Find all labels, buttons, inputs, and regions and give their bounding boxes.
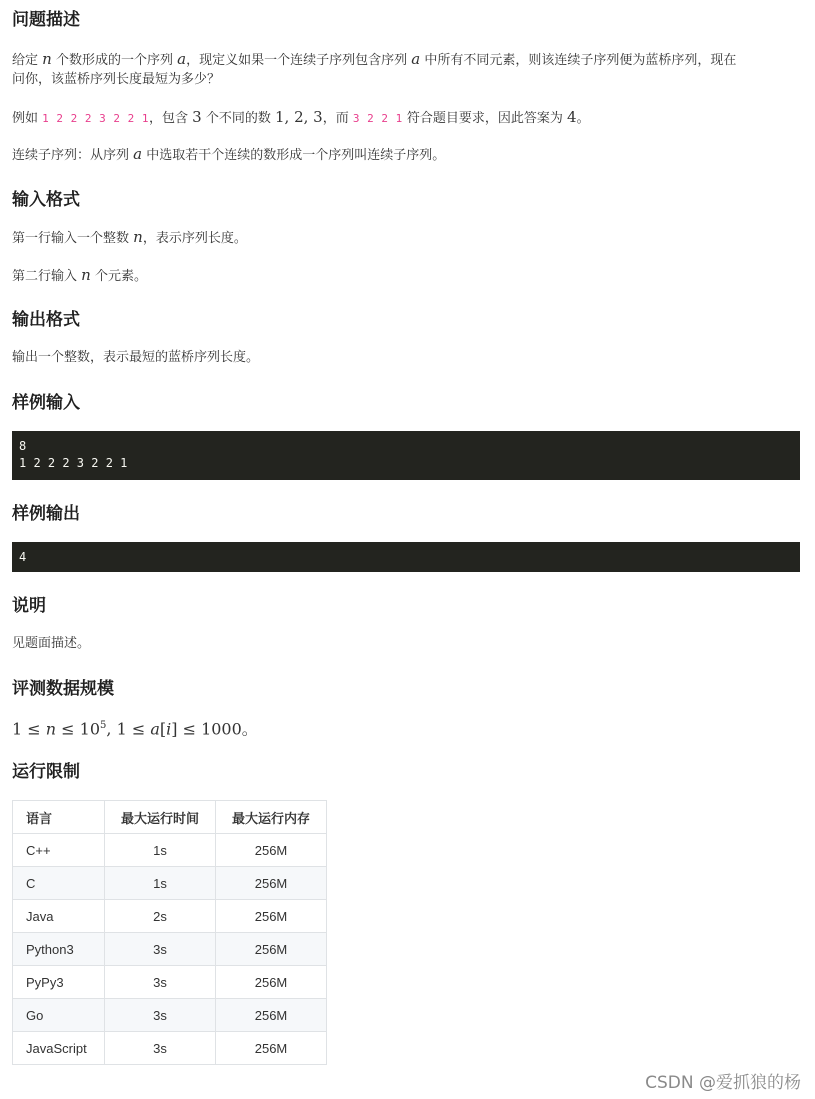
sample-output-code-block[interactable] (12, 542, 800, 572)
problem-paragraph-1-line-2: 问你，该蓝桥序列长度最短为多少？ (12, 72, 221, 87)
problem-title: 问题描述 (12, 10, 80, 30)
cell-language: Python3 (13, 933, 105, 966)
input-format-line-1: 第一行输入一个整数 n，表示序列长度。 (12, 228, 247, 246)
cell-memory: 256M (216, 999, 327, 1032)
table-row (13, 900, 327, 933)
input-format-line-2: 第二行输入 n 个元素。 (12, 266, 147, 284)
inline-code-subsequence: 3 2 2 1 (352, 112, 403, 125)
table-row (13, 966, 327, 999)
output-format-line-1: 输出一个整数，表示最短的蓝桥序列长度。 (12, 350, 260, 365)
explanation-title: 说明 (12, 596, 46, 616)
table-row (13, 999, 327, 1032)
data-scale-title: 评测数据规模 (12, 679, 114, 699)
sample-output-title: 样例输出 (12, 504, 80, 524)
cell-time: 1s (105, 867, 216, 900)
sample-input-code-block[interactable] (12, 431, 800, 480)
cell-language: C (13, 867, 105, 900)
runtime-limits-title: 运行限制 (12, 762, 80, 782)
problem-paragraph-3: 连续子序列：从序列 a 中选取若干个连续的数形成一个序列叫连续子序列。 (12, 145, 446, 163)
header-language: 语言 (13, 801, 105, 834)
inline-code-sequence: 1 2 2 2 3 2 2 1 (42, 112, 149, 125)
csdn-watermark: CSDN @爱抓狼的杨 (645, 1073, 801, 1093)
table-row (13, 933, 327, 966)
sample-input-line-2: 1 2 2 2 3 2 2 1 (19, 456, 128, 470)
cell-language: Go (13, 999, 105, 1032)
output-format-title: 输出格式 (12, 310, 80, 330)
input-format-title: 输入格式 (12, 190, 80, 210)
cell-language: C++ (13, 834, 105, 867)
cell-memory: 256M (216, 867, 327, 900)
table-row (13, 867, 327, 900)
explanation-text: 见题面描述。 (12, 636, 91, 651)
data-scale-formula: $1 \le n \le 10^5$, 1 ≤ a[i] ≤ 1000。 (12, 719, 258, 739)
cell-time: 3s (105, 966, 216, 999)
cell-language: JavaScript (13, 1032, 105, 1065)
cell-language: Java (13, 900, 105, 933)
header-max-memory: 最大运行内存 (216, 801, 327, 834)
cell-memory: 256M (216, 834, 327, 867)
sample-input-line-1: 8 (19, 439, 27, 453)
sample-output-line-1: 4 (19, 550, 27, 564)
problem-paragraph-2: 例如 1 2 2 2 3 2 2 1，包含 3 个不同的数 1, 2, 3，而 3 2 2 1 符合题目要求，因此答案为 4。 (12, 108, 590, 126)
table-row (13, 834, 327, 867)
cell-memory: 256M (216, 933, 327, 966)
cell-language: PyPy3 (13, 966, 105, 999)
cell-memory: 256M (216, 900, 327, 933)
sample-input-title: 样例输入 (12, 393, 80, 413)
runtime-limits-table (12, 800, 327, 1065)
cell-time: 1s (105, 834, 216, 867)
cell-time: 2s (105, 900, 216, 933)
table-header-row (13, 801, 327, 834)
cell-time: 3s (105, 1032, 216, 1065)
header-max-time: 最大运行时间 (105, 801, 216, 834)
problem-paragraph-1: 给定 n 个数形成的一个序列 a，现定义如果一个连续子序列包含序列 a 中所有不同元素，则该连续子序列便为蓝桥序列，现在 (12, 50, 737, 68)
table-row (13, 1032, 327, 1065)
cell-time: 3s (105, 999, 216, 1032)
cell-time: 3s (105, 933, 216, 966)
cell-memory: 256M (216, 1032, 327, 1065)
cell-memory: 256M (216, 966, 327, 999)
